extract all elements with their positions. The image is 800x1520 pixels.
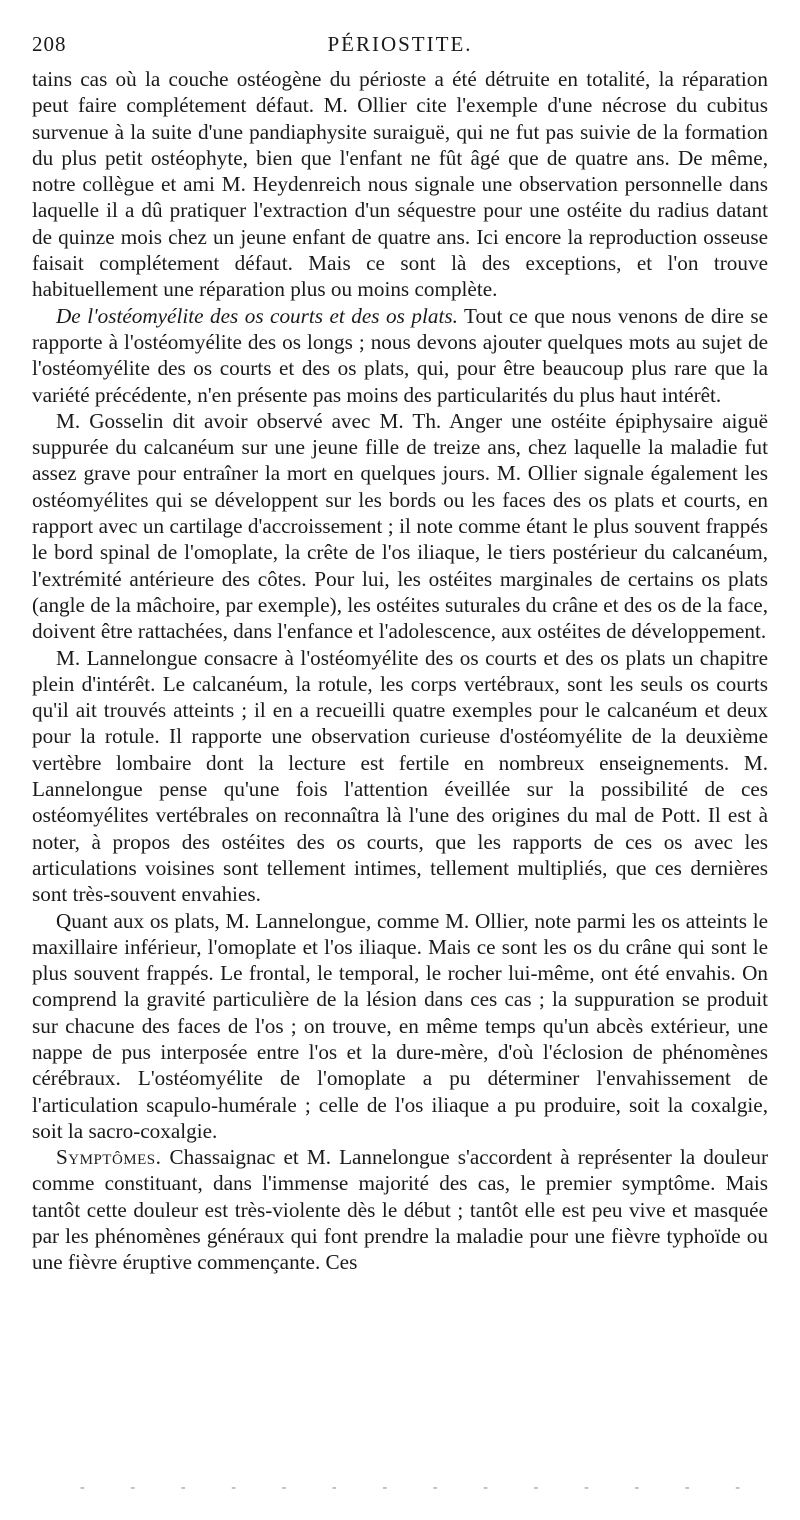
footer-mark: - [483,1480,488,1495]
footer-mark: - [432,1480,438,1495]
paragraph-2 [32,303,768,408]
footer-mark: - [80,1480,85,1495]
footer-mark: - [634,1480,640,1495]
footer-mark: - [382,1480,388,1495]
footer-mark: - [533,1480,539,1495]
footer-mark: - [281,1480,287,1495]
paragraph-4: M. Lannelongue consacre à l'ostéomyélite des os courts et des os plats un chapitre plein d'intérêt. Le calcanéum, la rotule, les corps vertébraux, sont les seuls os courts qu'il ait trouvés atteints ; il en a recueilli quatre exemples pour le calcanéum et deux pour la rotule. Il rapporte une observation curieuse d'ostéomyélite de la deuxième vertèbre lombaire dont la lecture est fertile en nombreux enseignements. M. Lannelongue pense qu'une fois l'attention éveillée sur la possibilité de ces ostéomyélites vertébrales on reconnaîtra là l'une des origines du mal de Pott. Il est à noter, à propos des ostéites des os courts, que les rapports de ces os avec les articulations voisines sont tellement intimes, tellement multipliés, que ces dernières sont très-souvent envahies. [32,645,768,907]
footer-mark: - [684,1480,690,1495]
section-heading-symptoms: Symptômes. [56,1145,162,1170]
section-heading-short-flat-bones: De l'ostéomyélite des os courts et des os plats. [56,303,458,328]
paragraph-2-body: Tout ce que nous venons de dire se rapporte à l'ostéomyélite des os longs ; nous devons ajouter quelques mots au sujet de l'ostéomyélite des os courts et des os plats, qui, pour être beaucoup plus rare que la variété précédente, n'en présente pas moins des particularités du plus haut intérêt. [32,303,768,407]
paragraph-1: tains cas où la couche ostéogène du périoste a été détruite en totalité, la réparation peut faire complétement défaut. M. Ollier cite l'exemple d'une nécrose du cubitus survenue à la suite d'une pandiaphysite suraiguë, qui ne fut pas suivie de la formation du plus petit ostéophyte, bien que l'enfant ne fût âgé que de quatre ans. De même, notre collègue et ami M. Heydenreich nous signale une observation personnelle dans laquelle il a dû pratiquer l'extraction d'un séquestre pour une ostéite du radius datant de quinze mois chez un jeune enfant de quatre ans. Ici encore la reproduction osseuse faisait complétement défaut. Mais ce sont là des exceptions, et l'on trouve habituellement une réparation plus ou moins complète. [32,67,768,302]
footer-mark: - [180,1480,186,1495]
paragraph-3: M. Gosselin dit avoir observé avec M. Th. Anger une ostéite épiphysaire aiguë suppurée du calcanéum sur une jeune fille de treize ans, chez laquelle la maladie fut assez grave pour entraîner la mort en quelques jours. M. Ollier signale également les ostéomyélites qui se développent sur les bords ou les faces des os plats et courts, en rapport avec un cartilage d'accroissement ; il note comme étant le plus souvent frappés le bord spinal de l'omoplate, la crête de l'os iliaque, le tiers postérieur du calcanéum, l'extrémité antérieure des côtes. Pour lui, les ostéites marginales de certains os plats (angle de la mâchoire, par exemple), les ostéites suturales du crâne et des os de la face, doivent être rattachées, dans l'enfance et l'adolescence, aux ostéites de développement. [32,408,768,644]
footer-mark: - [584,1480,589,1495]
paragraph-6-body: Chassaignac et M. Lannelongue s'accordent à représenter la douleur comme constituant, dans l'immense majorité des cas, le premier symptôme. Mais tantôt cette douleur est très-violente dès le début ; tantôt elle est peu vive et masquée par les phénomènes généraux qui font prendre la maladie pour une fièvre typhoïde ou une fièvre éruptive commençante. Ces [32,1145,768,1275]
footer-mark: - [231,1480,236,1495]
footer-mark: - [332,1480,337,1495]
book-page [32,28,768,1276]
body-text [32,66,768,1276]
paragraph-5: Quant aux os plats, M. Lannelongue, comme M. Ollier, note parmi les os atteints le maxillaire inférieur, l'omoplate et l'os iliaque. Mais ce sont les os du crâne qui sont le plus souvent frappés. Le frontal, le temporal, le rocher lui-même, ont été envahis. On comprend la gravité particulière de la lésion dans ces cas ; la suppuration se produit sur chacune des faces de l'os ; on trouve, en même temps qu'un abcès extérieur, une nappe de pus interposée entre l'os et la dure-mère, d'où l'éclosion de phénomènes cérébraux. L'ostéomyélite de l'omoplate a pu déterminer l'envahissement de l'articulation scapulo-humérale ; celle de l'os iliaque a pu produire, soit la coxalgie, soit la sacro-coxalgie. [32,908,768,1143]
footer-marks [80,1480,740,1495]
page-header [32,28,768,58]
footer-mark: - [130,1480,136,1495]
paragraph-6 [32,1144,768,1275]
footer-mark: - [735,1480,740,1495]
running-title: PÉRIOSTITE. [327,32,473,56]
page-number: 208 [32,32,67,56]
